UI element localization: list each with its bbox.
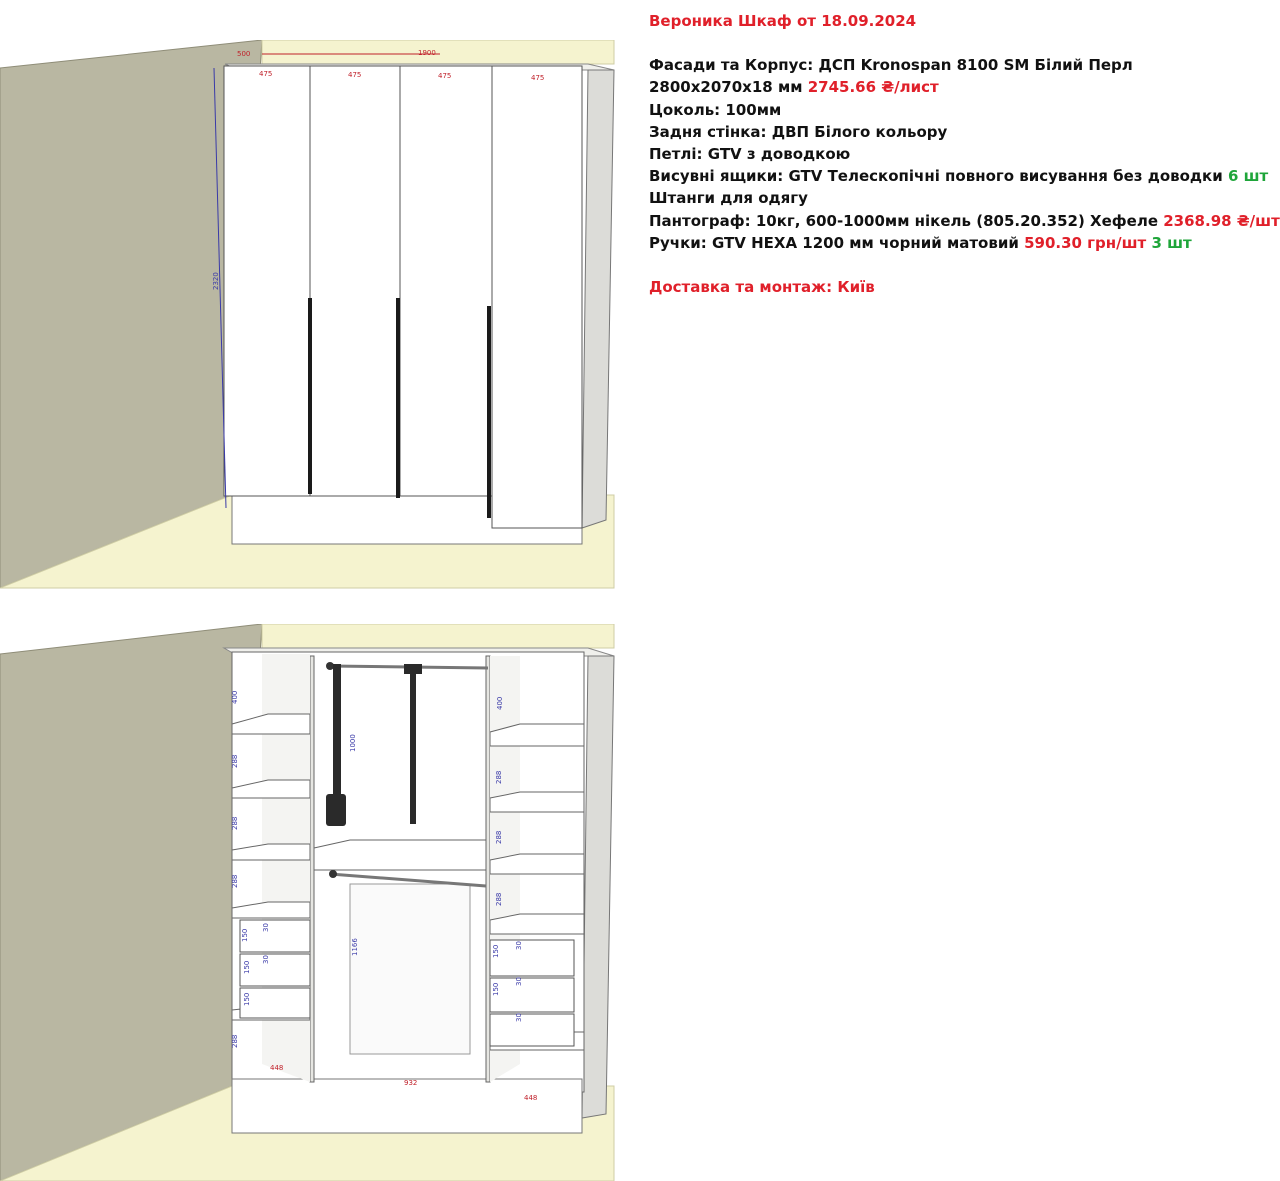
spec-line-5-label: Петлі: GTV з доводкою (649, 145, 851, 164)
spec-line-1-label: Фасади та Корпус: ДСП Kronospan 8100 SM Білий Перл (649, 56, 1133, 75)
closed-wardrobe-drawing (0, 40, 640, 590)
spec-line-3 (649, 99, 1269, 121)
spec-line-8 (649, 210, 1280, 232)
closed-wardrobe-svg (0, 40, 640, 590)
spec-line-8-price: 2368.98 ₴/шт (1163, 211, 1280, 230)
center-width-dim: 932 (404, 1079, 418, 1087)
handle-1 (308, 298, 312, 494)
right-shelf-dim-3: 288 (495, 830, 503, 844)
left-shelf-dim-2: 288 (231, 754, 239, 768)
right-drawer-2-height: 150 (492, 982, 500, 996)
spec-line-8-label: Пантограф: 10кг, 600-1000мм нікель (805.20.352) Хефеле (649, 211, 1159, 230)
spec-delivery: Доставка та монтаж: Київ (649, 278, 875, 297)
cabinet-side (582, 656, 614, 1118)
left-shelf-dim-1: 400 (231, 690, 239, 704)
spec-line-9-qty: 3 шт (1151, 233, 1192, 252)
center-shelf (314, 840, 486, 870)
spec-line-4-label: Задня стінка: ДВП Білого кольору (649, 122, 948, 141)
handle-3 (487, 306, 491, 518)
bottom-rail-bracket (329, 870, 337, 878)
open-wardrobe-svg (0, 624, 640, 1181)
spec-line-9-price: 590.30 грн/шт (1024, 233, 1147, 252)
spec-spacer (649, 32, 1269, 54)
door-4 (492, 66, 582, 528)
right-width-dim: 448 (524, 1094, 538, 1102)
open-wardrobe-drawing (0, 624, 640, 1181)
spec-line-1 (649, 54, 1269, 76)
door-3 (400, 66, 492, 496)
right-drawer-1-gap: 30 (515, 941, 523, 950)
left-bottom-dim: 288 (231, 1034, 239, 1048)
right-drawers (490, 940, 574, 1046)
spec-line-3-label: Цоколь: 100мм (649, 100, 782, 119)
spec-line-9-label: Ручки: GTV HEXA 1200 мм чорний матовий (649, 233, 1019, 252)
handle-2 (396, 298, 400, 498)
right-shelf-dim-1: 400 (496, 696, 504, 710)
spec-line-2 (649, 76, 1269, 98)
right-drawer-3-gap: 30 (515, 1013, 523, 1022)
door-2 (310, 66, 400, 496)
center-top-dim: 1000 (349, 734, 357, 752)
left-shelf-dim-3: 288 (231, 816, 239, 830)
left-shelf-dim-4: 288 (231, 874, 239, 888)
spec-line-7-label: Штанги для одягу (649, 189, 808, 208)
spec-line-6-qty: 6 шт (1227, 167, 1269, 186)
spec-line-9 (649, 232, 1269, 254)
door-dim-2: 475 (348, 71, 362, 79)
door-dim-1: 475 (259, 70, 273, 78)
door-1 (224, 66, 310, 496)
spec-title: Вероника Шкаф от 18.09.2024 (649, 12, 917, 30)
depth-dim: 500 (237, 50, 251, 58)
left-drawer-2-gap: 30 (262, 955, 270, 964)
left-drawer-3-height: 150 (243, 992, 251, 1006)
spec-line-5 (649, 143, 1269, 165)
width-dim: 1900 (418, 49, 436, 57)
door-dim-3: 475 (438, 72, 452, 80)
center-bottom-dim: 1166 (351, 938, 359, 956)
right-drawer-1-height: 150 (492, 944, 500, 958)
left-drawer-1-gap: 30 (262, 923, 270, 932)
spec-line-7 (649, 187, 1269, 209)
right-drawer-2-gap: 30 (515, 977, 523, 986)
cabinet-side (582, 70, 614, 528)
left-drawer-2-height: 150 (243, 960, 251, 974)
spec-line-2-price: 2745.66 ₴/лист (807, 78, 939, 97)
left-drawer-1-height: 150 (241, 928, 249, 942)
back-wall-top (262, 624, 614, 648)
spec-spacer-2 (649, 254, 1269, 276)
spec-panel (649, 10, 1280, 298)
spec-line-6-label: Висувні ящики: GTV Телескопічні повного висування без доводки (649, 167, 1223, 186)
plinth (232, 1079, 582, 1133)
spec-line-4 (649, 121, 1269, 143)
center-lower-back (350, 884, 470, 1054)
spec-line-2-label: 2800x2070x18 мм (649, 78, 803, 97)
height-dim: 2320 (212, 272, 220, 290)
spec-line-6 (649, 165, 1269, 187)
top-rail-bracket (326, 662, 334, 670)
right-shelf-dim-4: 288 (495, 892, 503, 906)
door-dim-4: 475 (531, 74, 545, 82)
left-width-dim: 448 (270, 1064, 284, 1072)
right-shelf-dim-2: 288 (495, 770, 503, 784)
partition-right (486, 656, 490, 1082)
back-wall-top (262, 40, 614, 64)
partition-left (310, 656, 314, 1082)
